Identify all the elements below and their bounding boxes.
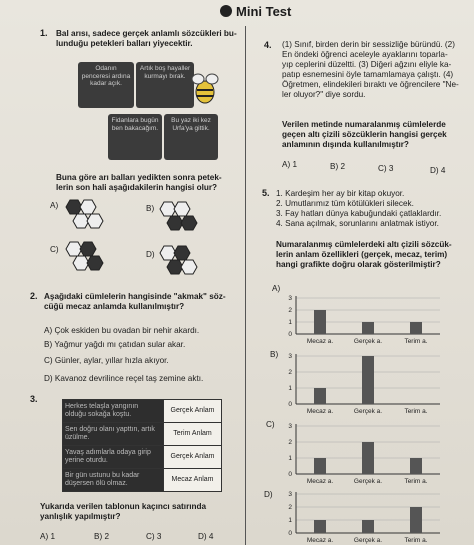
table-cell-meaning: Gerçek Anlam: [164, 400, 222, 423]
q4-option-d[interactable]: D) 4: [430, 166, 446, 175]
table-cell-sentence: Herkes telaşla yangının olduğu sokağa koştu.: [63, 400, 164, 423]
y-tick-label: 1: [288, 319, 292, 326]
y-tick-label: 0: [288, 331, 292, 338]
y-tick-label: 2: [288, 369, 292, 376]
y-tick-label: 3: [288, 491, 292, 498]
x-tick-label: Terim a.: [404, 338, 428, 345]
bar: [362, 520, 374, 533]
hex-option-b-icon: [156, 200, 216, 236]
q4-prompt: Verilen metinde numaralanmış cümlelerde geçen altı çizili sözcüklerin hangisi gerçek anlamının dışında kullanılmıştır?: [282, 120, 447, 149]
q1-option-d[interactable]: D): [146, 250, 155, 259]
y-tick-label: 3: [288, 353, 292, 360]
y-tick-label: 0: [288, 401, 292, 408]
y-tick-label: 3: [288, 423, 292, 430]
y-tick-label: 2: [288, 307, 292, 314]
q3-option-c[interactable]: C) 3: [146, 532, 162, 541]
q4-option-a[interactable]: A) 1: [282, 160, 298, 169]
y-tick-label: 1: [288, 517, 292, 524]
y-tick-label: 1: [288, 455, 292, 462]
honeycomb-cell: Artık boş hayaller kurmayı bırak.: [136, 62, 194, 108]
q2-option-c[interactable]: C) Günler, aylar, yıllar hızla akıyor.: [44, 356, 169, 365]
bar: [314, 458, 326, 474]
table-row: [63, 400, 222, 423]
q3-option-a[interactable]: A) 1: [40, 532, 56, 541]
q5-prompt: Numaralanmış cümlelerdeki altı çizili sözcük- lerin anlam özellikleri (gerçek, mecaz, terim) hangi grafikte doğru olarak gösterilmiştir?: [276, 240, 452, 269]
table-cell-meaning: Terim Anlam: [164, 423, 222, 446]
q5-option-b[interactable]: B): [270, 350, 279, 359]
bee-icon: [190, 70, 220, 106]
column-divider: [245, 26, 246, 545]
q3-number: 3.: [30, 394, 38, 404]
q2-option-b[interactable]: B) Yağmur yağdı mı çatıdan sular akar.: [44, 340, 186, 349]
q3-prompt: Yukarıda verilen tablonun kaçıncı satırında yanlışlık yapılmıştır?: [40, 502, 207, 521]
q5-option-d[interactable]: D): [264, 490, 273, 499]
bar: [314, 310, 326, 334]
table-cell-meaning: Gerçek Anlam: [164, 446, 222, 469]
q5-number: 5.: [262, 188, 270, 198]
q3-option-d[interactable]: D) 4: [198, 532, 214, 541]
q5-option-a[interactable]: A): [272, 284, 281, 293]
x-tick-label: Gerçek a.: [353, 408, 383, 415]
chart-option-b: [280, 350, 444, 416]
q4-text: (1) Sınıf, birden derin bir sessizliğe büründü. (2) En öndeki öğrenci aceleyle ayaklarını toparla- yıp ceplerini düzeltti. (3) Diğeri ağzını eliyle ka- patıp esnemesini öyle tamamlamaya çalıştı. (4) Öğretmen, elindekileri bıraktı ve öğrencilere "Ne- ler oluyor?" diye sordu.: [282, 40, 459, 99]
honeycomb-cell: Odanın penceresi ardına kadar açık.: [78, 62, 134, 108]
q2-text: Aşağıdaki cümlelerin hangisinde "akmak" söz- cüğü mecaz anlamda kullanılmıştır?: [44, 292, 226, 311]
x-tick-label: Mecaz a.: [306, 338, 334, 345]
x-tick-label: Terim a.: [404, 478, 428, 485]
q1-number: 1.: [40, 28, 48, 38]
bar: [410, 458, 422, 474]
q4-option-c[interactable]: C) 3: [378, 164, 394, 173]
chart-option-a: [280, 292, 444, 346]
honeycomb-cell: Fidanlara bugün ben bakacağım.: [108, 114, 162, 160]
x-tick-label: Gerçek a.: [353, 537, 383, 544]
table-cell-sentence: Yavaş adımlarla odaya girip yerine oturdu.: [63, 446, 164, 469]
honeycomb-cell: Bu yaz iki kez Urfa'ya gittik.: [164, 114, 218, 160]
y-tick-label: 2: [288, 439, 292, 446]
q3-option-b[interactable]: B) 2: [94, 532, 110, 541]
chart-option-c: [280, 420, 444, 486]
x-tick-label: Gerçek a.: [353, 338, 383, 345]
page-title: Mini Test: [220, 4, 291, 19]
hex-option-a-icon: [62, 198, 122, 232]
table-row: [63, 446, 222, 469]
x-tick-label: Mecaz a.: [306, 537, 334, 544]
q5-option-c[interactable]: C): [266, 420, 275, 429]
title-icon: [220, 5, 232, 17]
bar: [362, 356, 374, 404]
bar: [410, 322, 422, 334]
q1-text: Bal arısı, sadece gerçek anlamlı sözcükleri bu- lunduğu petekleri balları yiyecektir.: [56, 29, 237, 48]
table-cell-sentence: Sen doğru olanı yapttın, artık üzülme.: [63, 423, 164, 446]
table-row: [63, 423, 222, 446]
x-tick-label: Terim a.: [404, 408, 428, 415]
chart-option-d: [280, 488, 444, 545]
bar: [410, 507, 422, 533]
q4-option-b[interactable]: B) 2: [330, 162, 346, 171]
x-tick-label: Mecaz a.: [306, 478, 334, 485]
bar: [314, 388, 326, 404]
y-tick-label: 2: [288, 504, 292, 511]
y-tick-label: 1: [288, 385, 292, 392]
q2-option-a[interactable]: A) Çok eskiden bu ovadan bir nehir akardı.: [44, 326, 200, 335]
y-tick-label: 3: [288, 295, 292, 302]
x-tick-label: Terim a.: [404, 537, 428, 544]
hex-option-c-icon: [62, 240, 122, 276]
table-row: [63, 469, 222, 492]
table-cell-sentence: Bir gün ustunu bu kadar düşersen ölü olmaz.: [63, 469, 164, 492]
bar: [362, 442, 374, 474]
hex-option-d-icon: [156, 244, 216, 280]
bar: [362, 322, 374, 334]
q1-option-c[interactable]: C): [50, 245, 59, 254]
q4-number: 4.: [264, 40, 272, 50]
q2-option-d[interactable]: D) Kavanoz devrilince reçel taş zemine aktı.: [44, 374, 204, 383]
table-cell-meaning: Mecaz Anlam: [164, 469, 222, 492]
y-tick-label: 0: [288, 530, 292, 537]
q1-option-a[interactable]: A): [50, 201, 59, 210]
q5-text: 1. Kardeşim her ay bir kitap okuyor. 2. Umutlarımız tüm kötülükleri silecek. 3. Fay hatları dünya kabuğundaki çatlaklardır. 4. Sana açılmak, sorunlarını anlatmak istiyor.: [276, 189, 442, 228]
q1-option-b[interactable]: B): [146, 204, 155, 213]
bar: [314, 520, 326, 533]
q1-prompt: Buna göre arı balları yedikten sonra petek- lerin son hali aşağıdakilerin hangisi olur?: [56, 173, 222, 192]
q3-table: [62, 399, 222, 492]
x-tick-label: Gerçek a.: [353, 478, 383, 485]
q2-number: 2.: [30, 291, 38, 301]
x-tick-label: Mecaz a.: [306, 408, 334, 415]
y-tick-label: 0: [288, 471, 292, 478]
